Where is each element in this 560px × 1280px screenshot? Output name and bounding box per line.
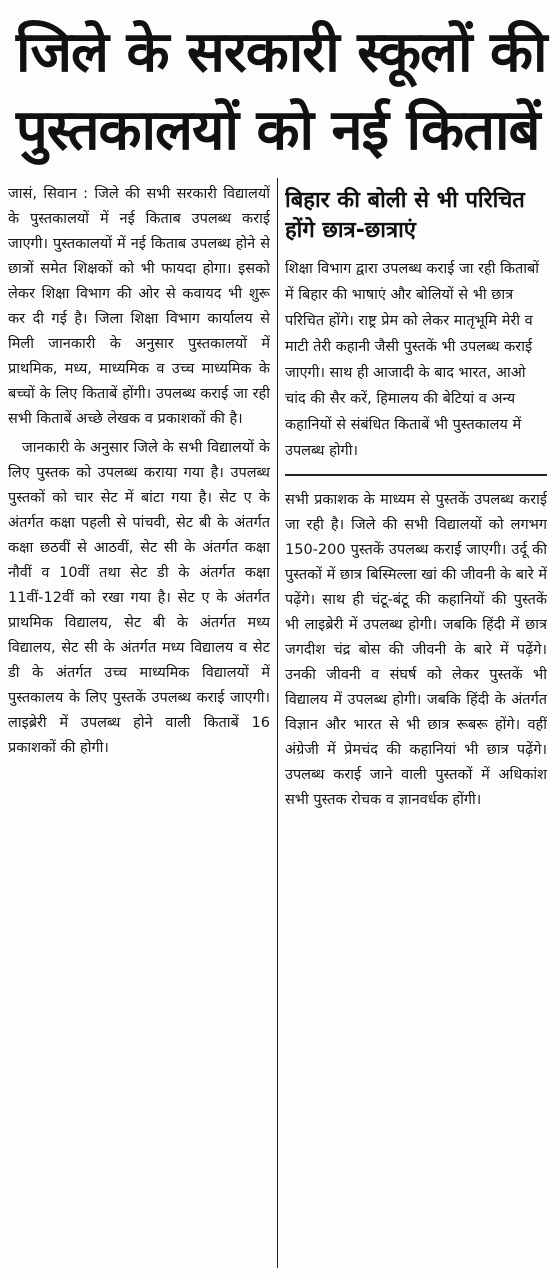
left-column	[8, 182, 270, 1272]
article-paragraph-3: सभी प्रकाशक के माध्यम से पुस्तकें उपलब्ध कराई जा रही है। जिले की सभी विद्यालयों को लगभग 150-200 पुस्तकें उपलब्ध कराई जाएगी। उर्दू की पुस्तकों में छात्र बिस्मिल्ला खां की जीवनी के बारे में पढ़ेंगे। साथ ही चंटू-बंटू की कहानियों की पुस्तकें भी लाइब्रेरी में उपलब्ध होगी। जबकि हिंदी में छात्र जगदीश चंद्र बोस की जीवनी के बारे में पढ़ेंगे। उनकी जीवनी व संघर्ष को लेकर पुस्तकें भी विद्यालय में उपलब्ध होगी। जबकि हिंदी के अंतर्गत विज्ञान और भारत से भी छात्र रूबरू होंगे। वहीं अंग्रेजी में प्रेमचंद की कहानियां भी छात्र पढ़ेंगे। उपलब्ध कराई जाने वाली पुस्तकों में अधिकांश सभी पुस्तक रोचक व ज्ञानवर्धक होंगी।	[285, 492, 547, 808]
headline-line-1: जिले के सरकारी स्कूलों की	[16, 20, 547, 85]
sidebar-title: बिहार की बोली से भी परिचित होंगे छात्र-छात्राएं	[285, 188, 525, 243]
column-divider	[277, 178, 278, 1268]
sidebar-text: शिक्षा विभाग द्वारा उपलब्ध कराई जा रही किताबों में बिहार की भाषाएं और बोलियों से भी छात्र परिचित होंगे। राष्ट्र प्रेम को लेकर मातृभूमि मेरी व माटी तेरी कहानी जैसी पुस्तकें भी उपलब्ध कराई जाएगी। साथ ही आजादी के बाद भारत, आओ चांद की सैर करें, हिमालय की बेटियां व अन्य कहानियों से संबंधित किताबें भी पुस्तकालय में उपलब्ध होगी।	[285, 261, 540, 459]
article-paragraph-1: जासं, सिवान : जिले की सभी सरकारी विद्यालयों के पुस्तकालयों में नई किताब उपलब्ध कराई जाएगी। पुस्तकालयों में नई किताब उपलब्ध होने से छात्रों समेत शिक्षकों को भी फायदा होगा। इसको लेकर शिक्षा विभाग की ओर से कवायद भी शुरू कर दी गई है। जिला शिक्षा विभाग कार्यालय से मिली जानकारी के अनुसार पुस्तकालयों में प्राथमिक, मध्य, माध्यमिक व उच्च माध्यमिक के बच्चों के लिए किताबें होंगी। उपलब्ध कराई जा रही सभी किताबें अच्छे लेखक व प्रकाशकों की है।	[8, 186, 270, 427]
right-column	[285, 182, 547, 1272]
headline	[0, 0, 560, 170]
headline-line-2: पुस्तकालयों को नई किताबें	[16, 98, 540, 163]
article-paragraph-2: जानकारी के अनुसार जिले के सभी विद्यालयों के लिए पुस्तक को उपलब्ध कराया गया है। उपलब्ध पुस्तकों को चार सेट में बांटा गया है। सेट ए के अंतर्गत कक्षा पहली से पांचवी, सेट बी के अंतर्गत कक्षा छठवीं से आठवीं, सेट सी के अंतर्गत कक्षा नौवीं व 10वीं तथा सेट डी के अंतर्गत कक्षा 11वीं-12वीं को रखा गया है। सेट ए के अंतर्गत प्राथमिक विद्यालय, सेट बी के अंतर्गत मध्य विद्यालय, सेट सी के अंतर्गत मध्य विद्यालय व सेट डी के अंतर्गत उच्च माध्यमिक विद्यालयों में पुस्तकालय के लिए पुस्तकें उपलब्ध कराई जाएगी। लाइब्रेरी में उपलब्ध होने वाली किताबें 16 प्रकाशकों की होगी।	[8, 440, 270, 756]
sidebar-box	[285, 186, 547, 476]
